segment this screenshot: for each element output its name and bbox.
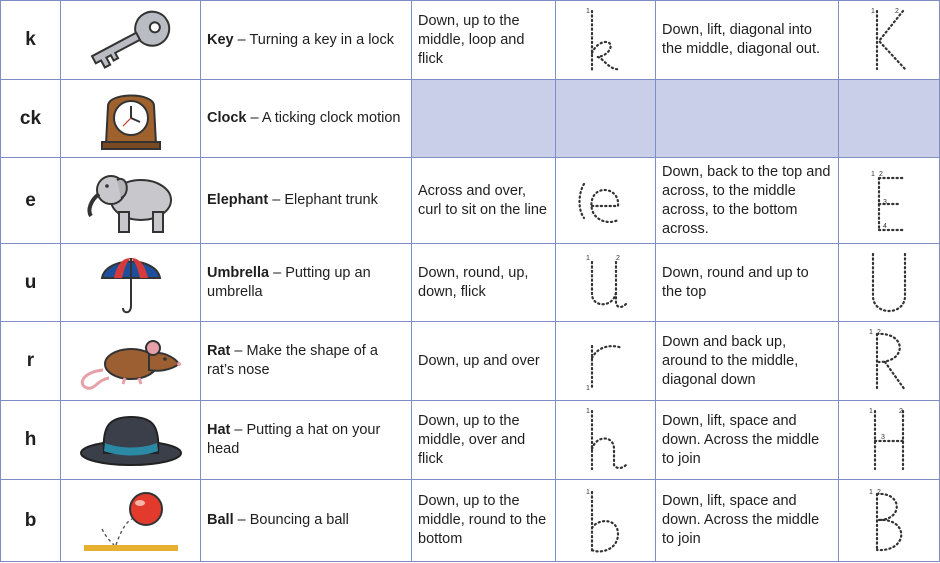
svg-text:3: 3 <box>881 434 885 441</box>
separator: – <box>230 343 247 359</box>
svg-text:1: 1 <box>869 488 873 496</box>
word-label: Hat <box>207 422 231 438</box>
svg-text:4: 4 <box>883 222 887 230</box>
svg-text:1: 1 <box>585 408 590 415</box>
svg-text:3: 3 <box>883 198 887 206</box>
table-row <box>1 322 940 401</box>
empty-cell <box>656 80 839 158</box>
sound-cell: u <box>1 244 61 322</box>
uppercase-trace <box>839 1 940 80</box>
uppercase-instruction: Down, round and up to the top <box>656 244 839 322</box>
uppercase-instruction: Down and back up, around to the middle, diagonal down <box>656 322 839 401</box>
separator: – <box>230 422 247 438</box>
uppercase-instruction: Down, lift, space and down. Across the middle to join <box>656 480 839 562</box>
umbrella-image <box>61 244 201 322</box>
sound-cell: ck <box>1 80 61 158</box>
svg-text:2: 2 <box>615 254 620 262</box>
separator: – <box>268 192 285 208</box>
svg-text:2: 2 <box>879 170 883 178</box>
lowercase-instruction: Down, up and over <box>412 322 556 401</box>
uppercase-instruction: Down, lift, diagonal into the middle, diagonal out. <box>656 1 839 80</box>
word-label: Key <box>207 31 234 48</box>
action-description <box>201 1 412 80</box>
word-label: Umbrella <box>207 264 270 281</box>
action-description <box>201 401 412 480</box>
uppercase-trace <box>839 480 940 562</box>
action-description <box>201 244 412 322</box>
elephant-image <box>61 158 201 244</box>
uppercase-trace <box>839 244 940 322</box>
separator: – <box>233 31 250 48</box>
sound-cell: k <box>1 1 61 80</box>
hat-image <box>61 401 201 480</box>
sound-cell: b <box>1 480 61 562</box>
action-label: A ticking clock motion <box>261 110 401 126</box>
clock-image <box>61 80 201 158</box>
table-row <box>1 80 940 158</box>
svg-text:2: 2 <box>899 408 903 415</box>
svg-text:1: 1 <box>585 254 590 262</box>
lowercase-instruction: Down, round, up, down, flick <box>412 244 556 322</box>
rat-image <box>61 322 201 401</box>
svg-text:1: 1 <box>869 408 873 415</box>
table-row <box>1 1 940 80</box>
lowercase-instruction: Down, up to the middle, round to the bottom <box>412 480 556 562</box>
lowercase-trace <box>556 244 656 322</box>
sound-cell: r <box>1 322 61 401</box>
table-row <box>1 401 940 480</box>
uppercase-instruction: Down, lift, space and down. Across the middle to join <box>656 401 839 480</box>
separator: – <box>269 264 286 281</box>
sound-cell: e <box>1 158 61 244</box>
svg-text:2: 2 <box>877 329 881 336</box>
svg-text:1: 1 <box>871 8 875 15</box>
svg-text:2: 2 <box>895 8 899 15</box>
action-label: Turning a key in a lock <box>249 31 395 48</box>
lowercase-trace <box>556 1 656 80</box>
action-label: Putting a hat on your head <box>207 422 381 457</box>
separator: – <box>233 512 250 528</box>
action-label: Putting up an umbrella <box>207 264 371 300</box>
lowercase-trace <box>556 401 656 480</box>
lowercase-trace <box>556 158 656 244</box>
separator: – <box>246 110 262 126</box>
empty-cell <box>839 80 940 158</box>
table-row <box>1 480 940 562</box>
svg-text:1: 1 <box>871 170 875 178</box>
ball-image <box>61 480 201 562</box>
uppercase-trace <box>839 401 940 480</box>
word-label: Elephant <box>207 192 269 208</box>
action-description <box>201 158 412 244</box>
uppercase-trace <box>839 322 940 401</box>
table-row <box>1 158 940 244</box>
svg-text:1: 1 <box>585 385 590 392</box>
empty-cell <box>412 80 556 158</box>
word-label: Clock <box>207 110 247 126</box>
svg-text:2: 2 <box>877 488 881 496</box>
action-label: Make the shape of a rat’s nose <box>207 343 378 378</box>
word-label: Rat <box>207 343 231 359</box>
lowercase-trace <box>556 480 656 562</box>
action-description <box>201 322 412 401</box>
word-label: Ball <box>207 512 234 528</box>
svg-text:1: 1 <box>869 329 873 336</box>
lowercase-instruction: Down, up to the middle, loop and flick <box>412 1 556 80</box>
uppercase-instruction: Down, back to the top and across, to the middle across, to the bottom across. <box>656 158 839 244</box>
table-row <box>1 244 940 322</box>
lowercase-instruction: Down, up to the middle, over and flick <box>412 401 556 480</box>
action-description <box>201 80 412 158</box>
svg-text:1: 1 <box>585 488 590 496</box>
svg-text:1: 1 <box>585 8 590 15</box>
key-image <box>61 1 201 80</box>
empty-cell <box>556 80 656 158</box>
action-label: Elephant trunk <box>284 192 378 208</box>
uppercase-trace <box>839 158 940 244</box>
lowercase-instruction: Across and over, curl to sit on the line <box>412 158 556 244</box>
action-label: Bouncing a ball <box>249 512 349 528</box>
lowercase-trace <box>556 322 656 401</box>
sound-cell: h <box>1 401 61 480</box>
action-description <box>201 480 412 562</box>
